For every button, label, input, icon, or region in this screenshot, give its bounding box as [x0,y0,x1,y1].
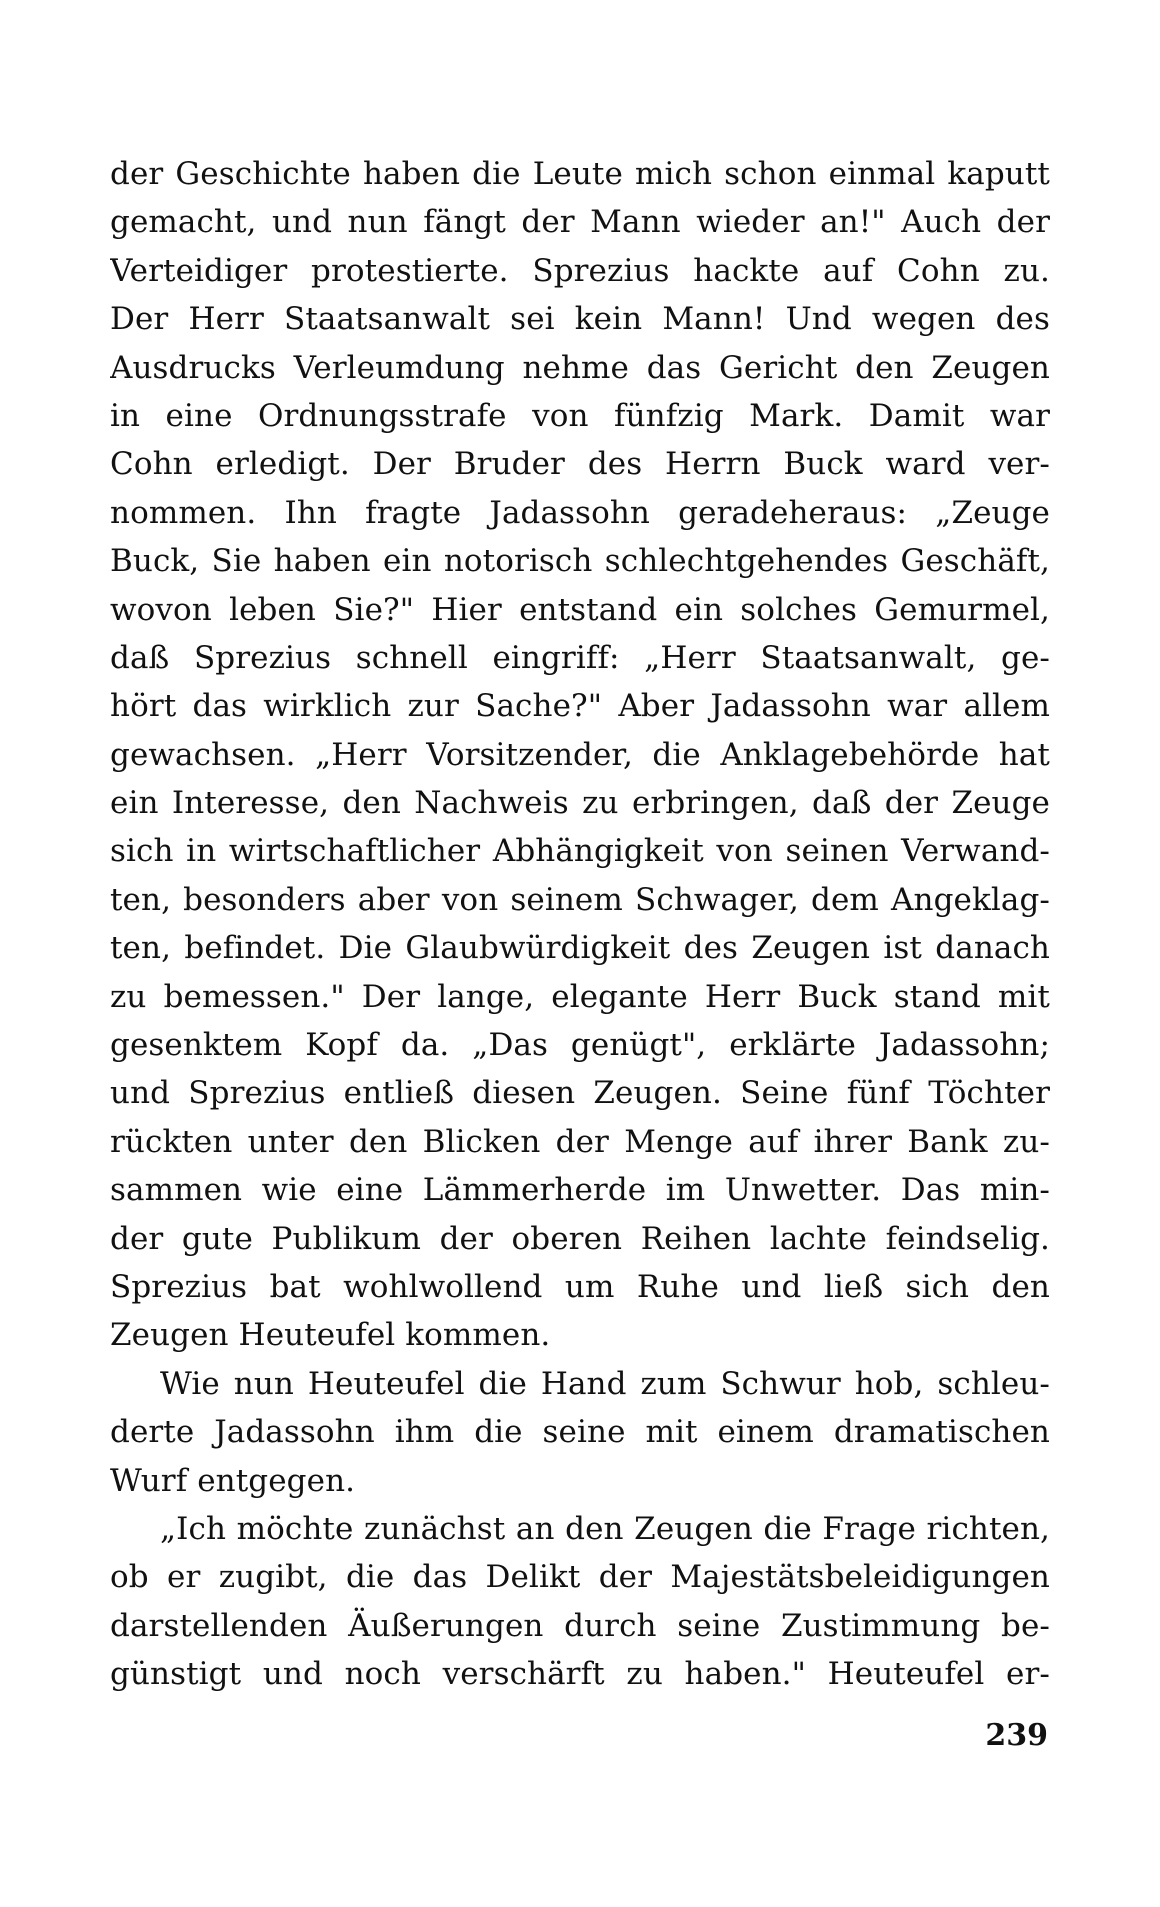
text-line: rückten unter den Blicken der Menge auf ihrer Bank zu- [110,1123,1050,1160]
text-line: wovon leben Sie?" Hier entstand ein solches Gemurmel, [110,591,1050,628]
text-line: „Ich möchte zunächst an den Zeugen die Frage richten, [160,1510,1050,1547]
text-line: Buck, Sie haben ein notorisch schlechtgehendes Geschäft, [110,543,1050,580]
text-line: gewachsen. „Herr Vorsitzender, die Anklagebehörde hat [110,736,1050,773]
text-line: Ausdrucks Verleumdung nehme das Gericht den Zeugen [110,349,1050,386]
text-line: Wie nun Heuteufel die Hand zum Schwur hob, schleu- [160,1365,1050,1402]
text-line: gesenktem Kopf da. „Das genügt", erklärte Jadassohn; [110,1027,1050,1064]
text-line: hört das wirklich zur Sache?" Aber Jadassohn war allem [110,688,1050,725]
text-line: ein Interesse, den Nachweis zu erbringen, daß der Zeuge [110,785,1050,822]
text-line: daß Sprezius schnell eingriff: „Herr Staatsanwalt, ge- [110,639,1050,676]
text-line: darstellenden Äußerungen durch seine Zustimmung be- [110,1607,1050,1644]
text-line: Verteidiger protestierte. Sprezius hackte auf Cohn zu. [110,252,1050,289]
text-line: sammen wie eine Lämmerherde im Unwetter. Das min- [110,1172,1050,1209]
text-line: sich in wirtschaftlicher Abhängigkeit von seinen Verwand- [110,833,1050,870]
text-line: der Geschichte haben die Leute mich schon einmal kaputt [110,156,1050,192]
text-line: Cohn erledigt. Der Bruder des Herrn Buck ward ver- [110,446,1050,483]
text-line: derte Jadassohn ihm die seine mit einem dramatischen [110,1414,1050,1451]
text-line: ob er zugibt, die das Delikt der Majestätsbeleidigungen [110,1559,1050,1596]
text-line: Sprezius bat wohlwollend um Ruhe und ließ sich den [110,1268,1050,1305]
text-line: und Sprezius entließ diesen Zeugen. Seine fünf Töchter [110,1075,1050,1112]
body-text [110,150,1050,1699]
text-line: der gute Publikum der oberen Reihen lachte feindselig. [110,1220,1050,1257]
text-line: Zeugen Heuteufel kommen. [110,1317,551,1354]
text-line: in eine Ordnungsstrafe von fünfzig Mark. Damit war [110,397,1050,434]
text-line: ten, befindet. Die Glaubwürdigkeit des Zeugen ist danach [110,930,1050,967]
text-line: Wurf entgegen. [110,1462,356,1499]
text-line: günstigt und noch verschärft zu haben." Heuteufel er- [110,1656,1050,1693]
text-line: zu bemessen." Der lange, elegante Herr Buck stand mit [110,978,1050,1015]
text-line: Der Herr Staatsanwalt sei kein Mann! Und wegen des [110,301,1050,338]
text-line: nommen. Ihn fragte Jadassohn geradeheraus: „Zeuge [110,494,1050,531]
page-number: 239 [985,1718,1048,1753]
text-line: gemacht, und nun fängt der Mann wieder an!" Auch der [110,204,1050,241]
text-line: ten, besonders aber von seinem Schwager, dem Angeklag- [110,881,1050,918]
